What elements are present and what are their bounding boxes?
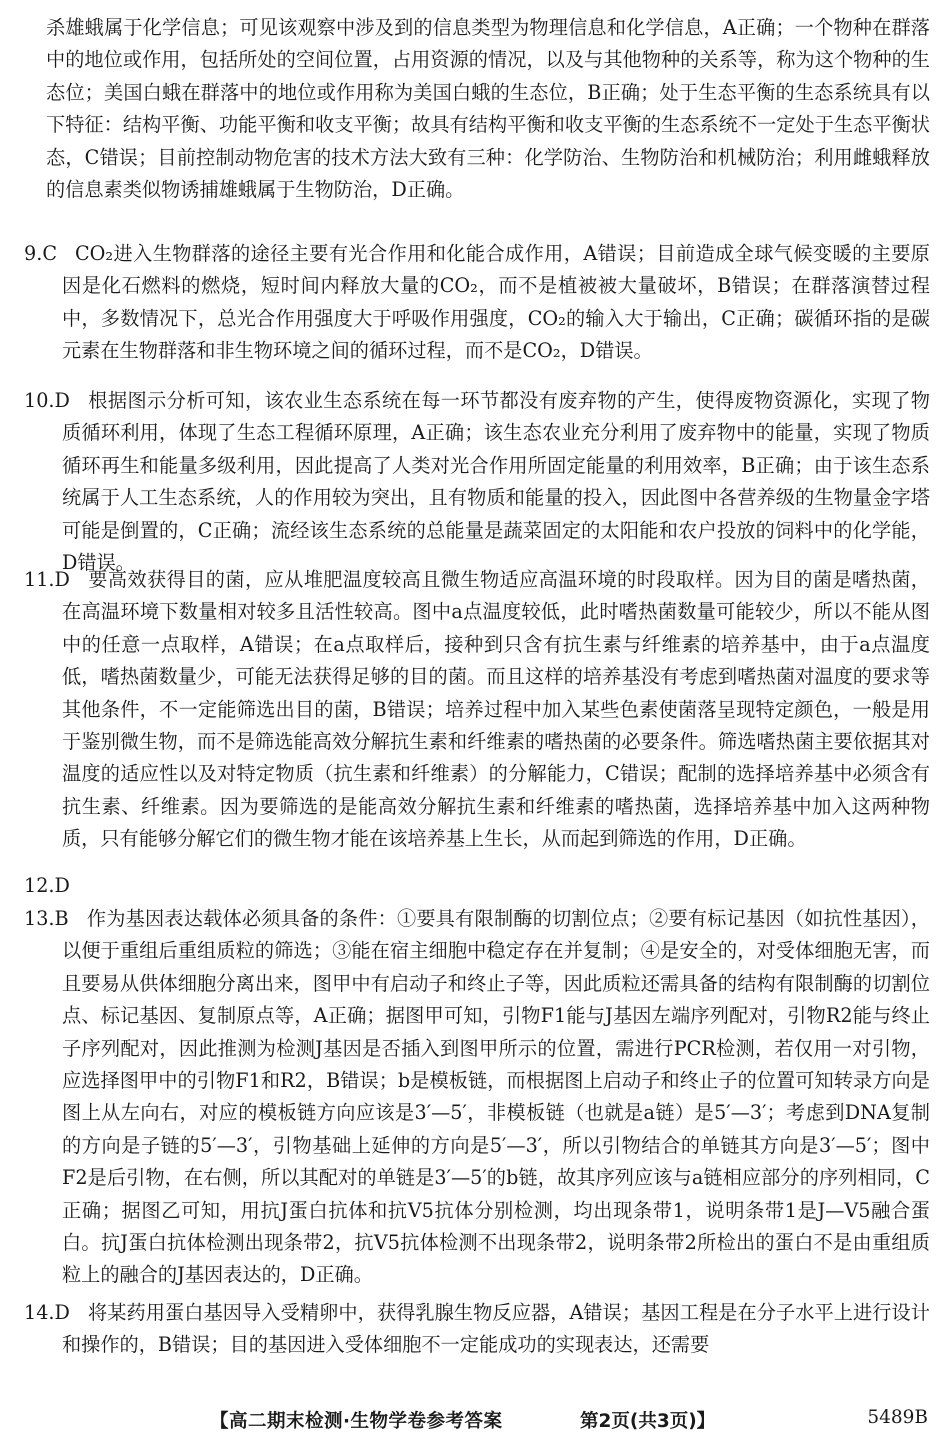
answer-item-10 — [24, 385, 930, 579]
item-answer: C — [42, 242, 57, 265]
continuation-paragraph: 杀雄蛾属于化学信息；可见该观察中涉及到的信息类型为物理信息和化学信息，A正确；一个物种在群落中的地位或作用，包括所处的空间位置，占用资源的情况，以及与其他物种的关系等，称为这个物种的生态位；美国白蛾在群落中的地位或作用称为美国白蛾的生态位，B正确；处于生态平衡的生态系统具有以下特征：结构平衡、功能平衡和收支平衡；故具有结构平衡和收支平衡的生态系统不一定处于生态平衡状态，C错误；目前控制动物危害的技术方法大致有三种：化学防治、生物防治和机械防治；利用雌蛾释放的信息素类似物诱捕雄蛾属于生物防治，D正确。 — [46, 16, 930, 202]
footer-code: 5489B — [867, 1407, 928, 1428]
item-answer: D — [54, 568, 70, 591]
answer-item-14 — [24, 1297, 930, 1362]
footer-title: 【高二期末检测·生物学卷参考答案 — [210, 1411, 503, 1432]
item-explanation: 作为基因表达载体必须具备的条件：①要具有限制酶的切割位点；②要有标记基因（如抗性基因），以便于重组后重组质粒的筛选；③能在宿主细胞中稳定存在并复制；④是安全的，对受体细胞无害，而且要易从供体细胞分离出来，图甲中有启动子和终止子等，因此质粒还需具备的结构有限制酶的切割位点、标记基因、复制原点等，A正确；据图甲可知，引物F1能与J基因左端序列配对，引物R2能与终止子序列配对，因此推测为检测J基因是否插入到图甲所示的位置，需进行PCR检测，若仅用一对引物，应选择图甲中的引物F1和R2，B错误；b是模板链，而根据图上启动子和终止子的位置可知转录方向是图上从左向右，对应的模板链方向应该是3′—5′，非模板链（也就是a链）是5′—3′；考虑到DNA复制的方向是子链的5′—3′，引物基础上延伸的方向是5′—3′，所以引物结合的单链其方向是3′—5′；图中F2是后引物，在右侧，所以其配对的单链是3′—5′的b链，故其序列应该与a链相应部分的序列相同，C正确；据图乙可知，用抗J蛋白抗体和抗V5抗体分别检测，均出现条带1，说明条带1是J—V5融合蛋白。抗J蛋白抗体检测出现条带2，抗V5抗体检测不出现条带2，说明条带2所检出的蛋白不是由重组质粒上的融合的J基因表达的，D正确。 — [62, 907, 930, 1287]
item-number: 9. — [24, 242, 43, 265]
answer-item-12 — [24, 870, 930, 902]
answer-text — [24, 1297, 930, 1362]
item-answer: B — [54, 907, 69, 930]
answer-item-13 — [24, 903, 930, 1292]
item-answer: D — [54, 1301, 70, 1324]
answer-item-9 — [24, 238, 930, 368]
item-number: 10. — [24, 389, 55, 412]
answer-text — [24, 903, 930, 1292]
footer-page-number: 第2页(共3页)】 — [580, 1411, 716, 1432]
answer-item-11 — [24, 564, 930, 856]
item-explanation: 将某药用蛋白基因导入受精卵中，获得乳腺生物反应器，A错误；基因工程是在分子水平上进行设计和操作的，B错误；目的基因进入受体细胞不一定能成功的实现表达，还需要 — [62, 1301, 930, 1357]
answer-text — [24, 385, 930, 579]
item-answer: D — [54, 874, 70, 897]
item-number: 13. — [24, 907, 55, 930]
item-explanation: 要高效获得目的菌，应从堆肥温度较高且微生物适应高温环境的时段取样。因为目的菌是嗜热菌，在高温环境下数量相对较多且活性较高。图中a点温度较低，此时嗜热菌数量可能较少，所以不能从图中的任意一点取样，A错误；在a点取样后，接种到只含有抗生素与纤维素的培养基中，由于a点温度低，嗜热菌数量少，可能无法获得足够的目的菌。而且这样的培养基没有考虑到嗜热菌对温度的要求等其他条件，不一定能筛选出目的菌，B错误；培养过程中加入某些色素使菌落呈现特定颜色，一般是用于鉴别微生物，而不是筛选能高效分解抗生素和纤维素的嗜热菌的必要条件。筛选嗜热菌主要依据其对温度的适应性以及对特定物质（抗生素和纤维素）的分解能力，C错误；配制的选择培养基中必须含有抗生素、纤维素。因为要筛选的是能高效分解抗生素和纤维素的嗜热菌，选择培养基中加入这两种物质，只有能够分解它们的微生物才能在该培养基上生长，从而起到筛选的作用，D正确。 — [62, 568, 930, 851]
item-number: 14. — [24, 1301, 55, 1324]
answer-text — [24, 238, 930, 368]
item-answer: D — [54, 389, 70, 412]
item-number: 12. — [24, 874, 55, 897]
item-explanation: 根据图示分析可知，该农业生态系统在每一环节都没有废弃物的产生，使得废物资源化，实现了物质循环利用，体现了生态工程循环原理，A正确；该生态农业充分利用了废弃物中的能量，实现了物质循环再生和能量多级利用，因此提高了人类对光合作用所固定能量的利用效率，B正确；由于该生态系统属于人工生态系统，人的作用较为突出，且有物质和能量的投入，因此图中各营养级的生物量金字塔可能是倒置的，C正确；流经该生态系统的总能量是蔬菜固定的太阳能和农户投放的饲料中的化学能，D错误。 — [62, 389, 930, 575]
answer-text — [24, 870, 930, 902]
item-number: 11. — [24, 568, 55, 591]
item-explanation: CO₂进入生物群落的途径主要有光合作用和化能合成作用，A错误；目前造成全球气候变暖的主要原因是化石燃料的燃烧，短时间内释放大量的CO₂，而不是植被被大量破坏，B错误；在群落演替过程中，多数情况下，总光合作用强度大于呼吸作用强度，CO₂的输入大于输出，C正确；碳循环指的是碳元素在生物群落和非生物环境之间的循环过程，而不是CO₂，D错误。 — [62, 242, 930, 363]
page-footer — [0, 1403, 950, 1435]
answer-text — [24, 564, 930, 856]
